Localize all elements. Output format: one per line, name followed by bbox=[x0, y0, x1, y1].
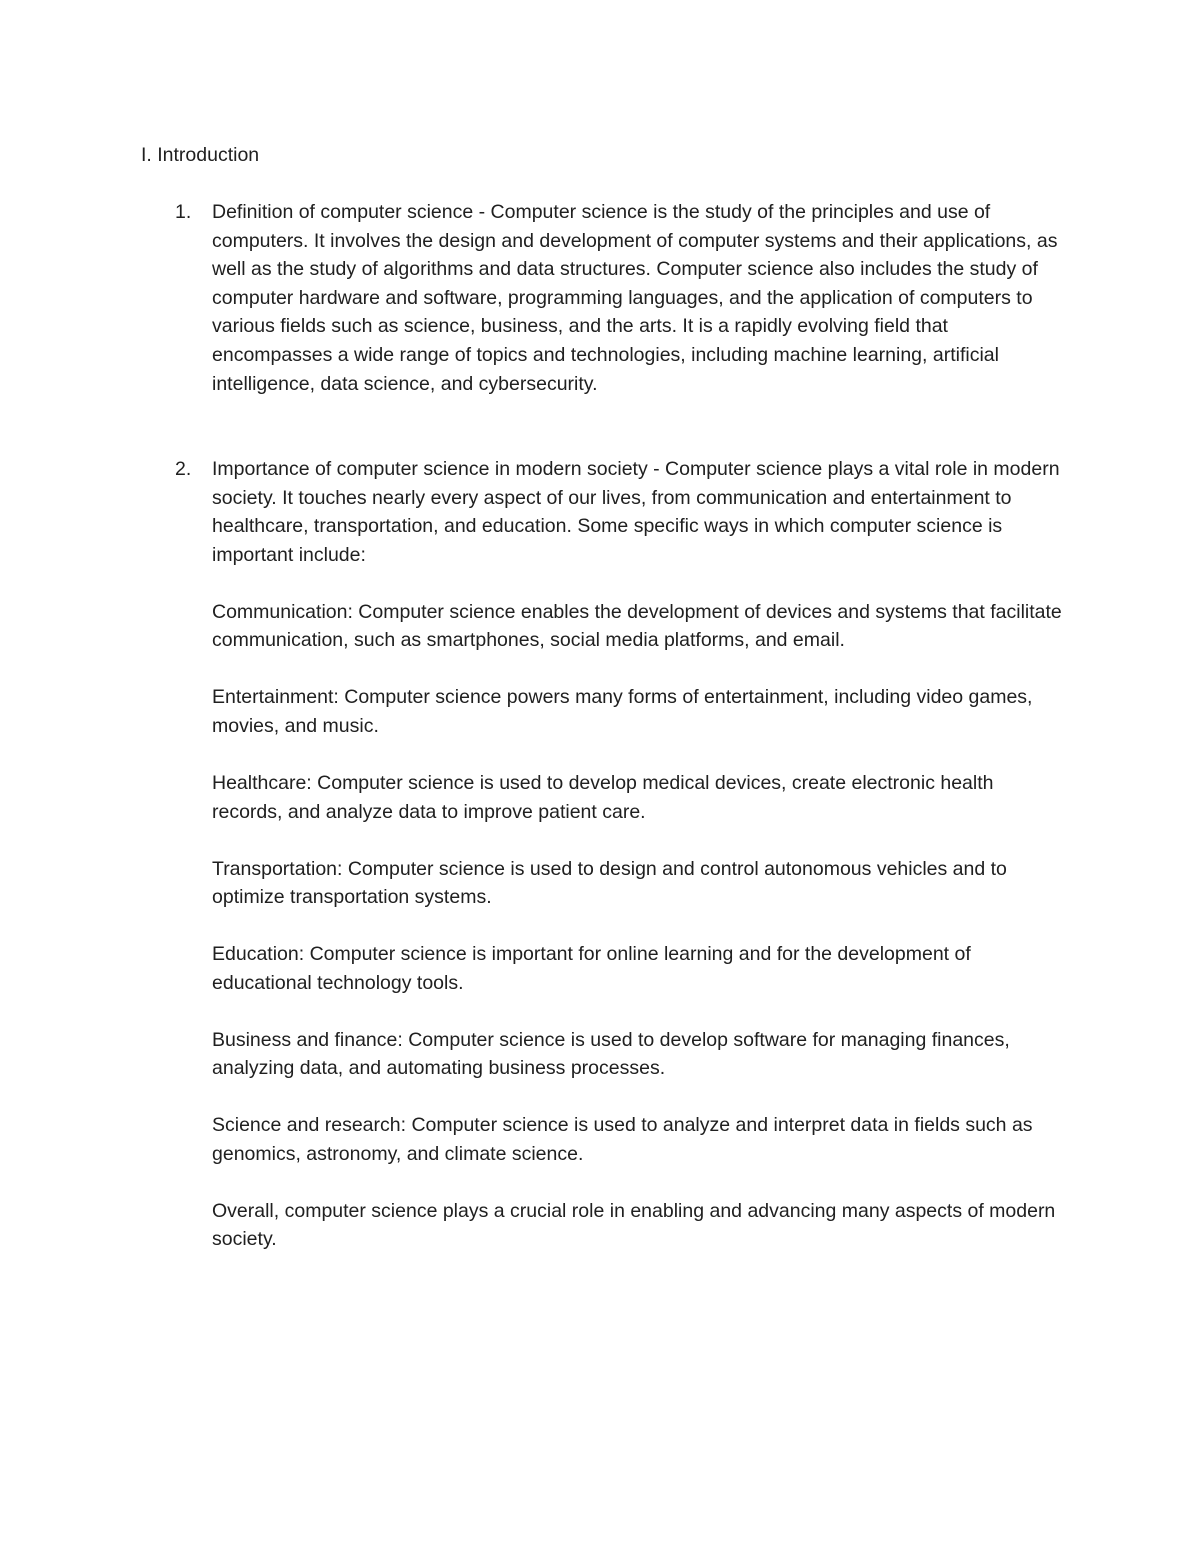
paragraph-definition: Definition of computer science - Computer science is the study of the principles and use of computers. It involves the design and development of computer systems and their applications, as well as the study of algorithms and data structures. Computer science also includes the study of computer hardware and software, programming languages, and the application of computers to various fields such as science, business, and the arts. It is a rapidly evolving field that encompasses a wide range of topics and technologies, including machine learning, artificial intelligence, data science, and cybersecurity. bbox=[212, 201, 1058, 395]
paragraph-communication: Communication: Computer science enables the development of devices and systems that facilitate communication, such as smartphones, social media platforms, and email. bbox=[212, 600, 1062, 652]
list-item-number: 2. bbox=[175, 458, 192, 480]
paragraph-importance: Importance of computer science in modern society - Computer science plays a vital role in modern society. It touches nearly every aspect of our lives, from communication and entertainment to healthcare, transportation, and education. Some specific ways in which computer science is important include: bbox=[212, 458, 1060, 566]
paragraph-business-finance: Business and finance: Computer science is used to develop software for managing finances, analyzing data, and automating business processes. bbox=[212, 1028, 1010, 1080]
paragraph-entertainment: Entertainment: Computer science powers many forms of entertainment, including video games, movies, and music. bbox=[212, 686, 1033, 737]
paragraph-science-research: Science and research: Computer science is used to analyze and interpret data in fields such as genomics, astronomy, and climate science. bbox=[212, 1114, 1033, 1165]
paragraph-healthcare: Healthcare: Computer science is used to develop medical devices, create electronic health records, and analyze data to improve patient care. bbox=[212, 771, 994, 823]
list-item-definition bbox=[175, 198, 1062, 398]
paragraph-overall: Overall, computer science plays a crucial role in enabling and advancing many aspects of modern society. bbox=[212, 1199, 1056, 1251]
list-item-number: 1. bbox=[175, 201, 192, 223]
paragraph-education: Education: Computer science is important for online learning and for the development of educational technology tools. bbox=[212, 943, 971, 994]
list-item-importance bbox=[175, 455, 1062, 1254]
paragraph-transportation: Transportation: Computer science is used to design and control autonomous vehicles and to optimize transportation systems. bbox=[212, 857, 1007, 909]
section-heading: I. Introduction bbox=[141, 144, 260, 166]
